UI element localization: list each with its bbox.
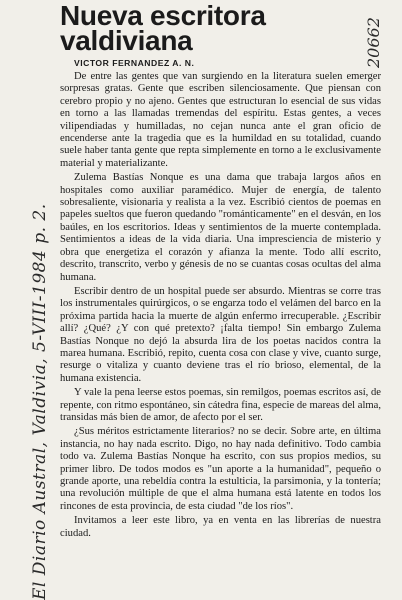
handwritten-catalog-number: 20662 (364, 17, 383, 68)
byline: VICTOR FERNANDEZ A. N. (74, 58, 195, 68)
paragraph: De entre las gentes que van surgiendo en la literatura suelen emerger sorpresas gratas. Gente que escriben silenciosamente. Que piensan con cerebro propio y no ajeno. Gentes que estructuran lo esencial de sus vidas en torno a las llamadas tremendas del espíritu. Estas gentes, a veces vilipendiadas y humilladas, no cejan nunca ante el gran oficio de encenderse ante la tragedia que es la humildad en su totalidad, cuando suele haber tanta gente que repta simplemente en torno a le exclusivamente material y materializante. (60, 71, 381, 169)
paragraph: Invitamos a leer este libro, ya en venta en las librerías de nuestra ciudad. (60, 515, 381, 539)
headline: Nueva escritora valdiviana (60, 0, 266, 56)
article-body (60, 71, 381, 542)
paragraph: Zulema Bastías Nonque es una dama que trabaja largos años en hospitales como auxiliar paramédico. Mujer de energía, de talento sobresaliente, visionaria y realista a la vez. Escribió cientos de poemas en papeles sueltos que fueron quedando "románticamente" en el desván, en los baúles, en los escritorios. Ideas y sentimientos de la muerte contemplada. Sentimientos a ideas de la vida diaria. Una impresciencia de misterio y obra que energetiza el corazón y afianza la mente. Todo allí escrito, descrito, transcrito, verbo y génesis de no se cuantas cosas ocultas del alma humana. (60, 172, 381, 283)
paragraph: Y vale la pena leerse estos poemas, sin remilgos, poemas escritos así, de repente, con ritmo espontáneo, sin cátedra fina, especie de mareas del alma, transidas más bien de amor, de afecto por el ser. (60, 387, 381, 423)
paragraph: ¿Sus méritos estrictamente literarios? no se decir. Sobre arte, en última instancia, no hay nada escrito. Digo, no hay nada definitivo. Todo cambia todo va. Zulema Bastías Nonque ha escrito, con sus propios medios, su primer libro. De todos modos es "un aporte a la humanidad", pequeño o grande aporte, una rebeldía contra la estulticia, la parsimonia, y la tontería; una revolución múltiple de que el alma humana está latente en todos los rincones de esta provincia, de esta ciudad "de los ríos". (60, 426, 381, 512)
handwritten-source-note: El Diario Austral, Valdivia, 5-VIII-1984 p. 2. (30, 203, 50, 600)
paragraph: Escribir dentro de un hospital puede ser absurdo. Mientras se corre tras los instrumentales quirúrgicos, o se engarza todo el velámen del barco en la próxima partida hacia la muerte de algún enfermo irrecuperable. ¿Escribir allí? ¿Qué? ¿Y con qué pretexto? ¡falta tiempo! Sin embargo Zulema Bastías Nonque no dejó la absurda lira de los poetas nacidos contra la marea humana. Escribió, repito, cuenta cosa con clase y vive, cuanto surge, resurge o vitaliza y cuanto deviene tras el río brioso, elemental, de la humana existencia. (60, 285, 381, 384)
